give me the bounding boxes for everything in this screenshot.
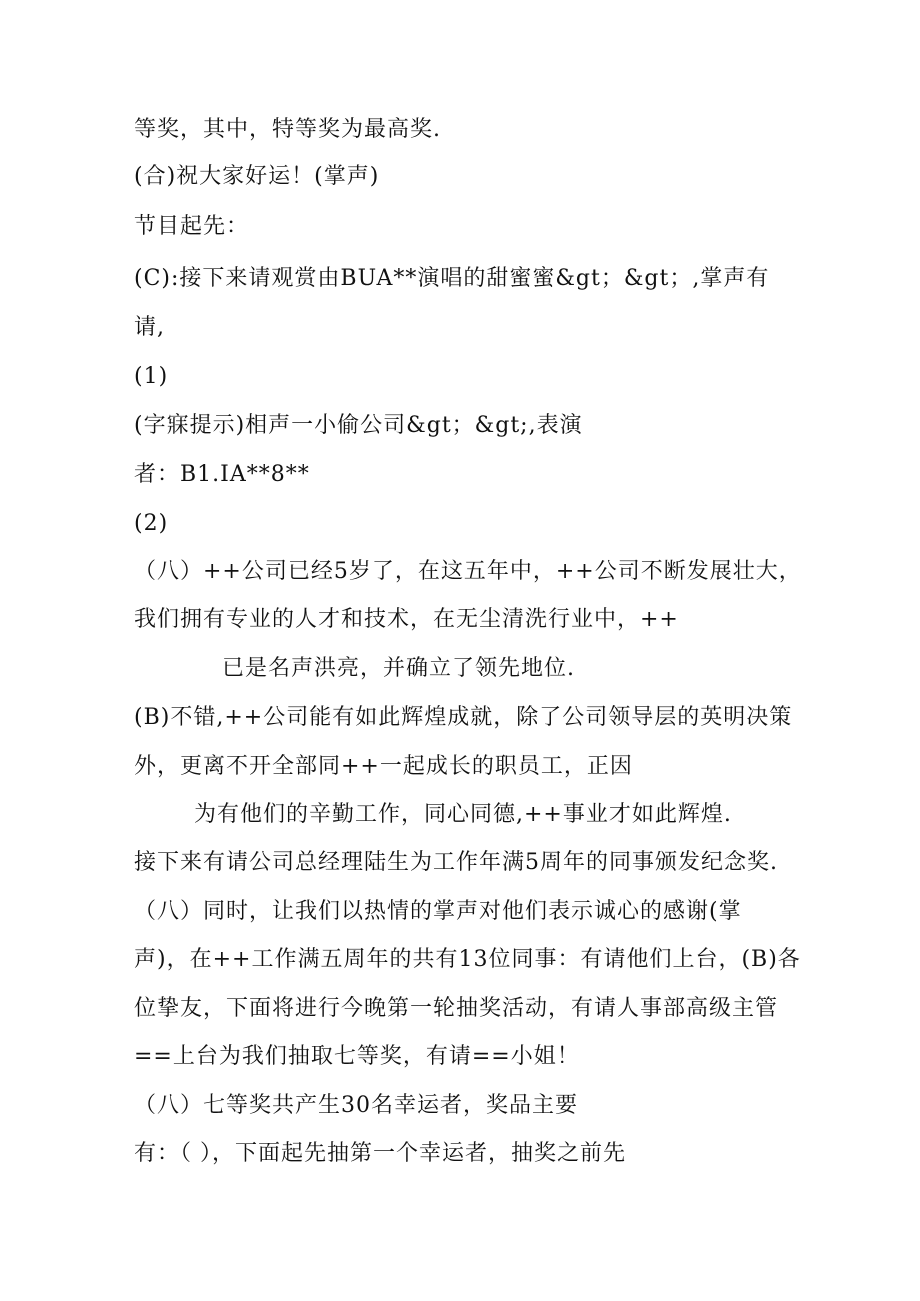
text-line: (1) [134, 364, 169, 389]
text-line-indented: 已是名声洪亮，并确立了领先地位. [222, 656, 575, 681]
text-line: (2) [134, 511, 169, 536]
text-line: 等奖，其中，特等奖为最高奖. [134, 117, 441, 142]
text-line: (合)祝大家好运！(掌声) [134, 164, 380, 189]
text-line: 我们拥有专业的人才和技术，在无尘清洗行业中，++ [134, 607, 679, 632]
text-line: 外，更离不开全部同++一起成长的职员工，正因 [134, 754, 633, 779]
text-line: (C):接下来请观赏由BUA**演唱的甜蜜蜜&gt；&gt；,掌声有 [134, 266, 770, 291]
text-line: （八）七等奖共产生30名幸运者，奖品主要 [134, 1093, 578, 1118]
text-line: （八）++公司已经5岁了，在这五年中，++公司不断发展壮大， [134, 559, 802, 584]
text-line: 声)，在++工作满五周年的共有13位同事：有请他们上台，(B)各 [134, 947, 801, 972]
text-line: (字寐提示)相声一小偷公司&gt；&gt;,表演 [134, 413, 583, 438]
text-line: 位挚友，下面将进行今晚第一轮抽奖活动，有请人事部高级主管 [134, 996, 779, 1021]
text-line: 接下来有请公司总经理陆生为工作年满5周年的同事颁发纪念奖. [134, 850, 778, 875]
text-line-indented: 为有他们的辛勤工作，同心同德,++事业才如此辉煌. [194, 802, 732, 827]
text-line: 请, [134, 315, 165, 340]
text-line: 节目起先： [134, 214, 250, 239]
text-line: (B)不错,++公司能有如此辉煌成就，除了公司领导层的英明决策 [134, 705, 793, 730]
text-line: 者：B1.IA**8** [134, 462, 310, 487]
text-line: （八）同时，让我们以热情的掌声对他们表示诚心的感谢(掌 [134, 899, 742, 924]
text-line: ==上台为我们抽取七等奖，有请==小姐！ [134, 1044, 580, 1069]
text-line: 有：（ ），下面起先抽第一个幸运者，抽奖之前先 [134, 1141, 626, 1166]
